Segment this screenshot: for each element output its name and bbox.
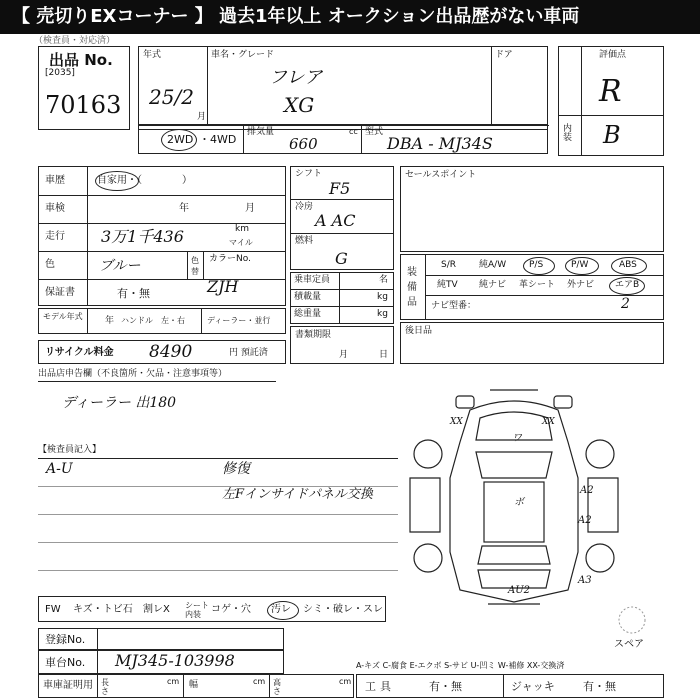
navi-model-label: ナビ型番： <box>431 301 477 311</box>
vehicle-info-box <box>138 46 548 130</box>
car-grade: XG <box>284 93 315 117</box>
equipment-item-navi: 純ナビ <box>479 280 507 290</box>
mileage-unit-mile: マイル <box>229 238 253 247</box>
color-code-value: ZJH <box>207 277 239 296</box>
recycle-label: リサイクル料金 <box>45 347 114 358</box>
shift-label: シフト <box>295 169 323 179</box>
deadline-day-suffix: 日 <box>379 350 389 360</box>
exhibitor-notes-text: ディーラー 出180 <box>62 395 177 411</box>
lot-number-box <box>38 46 130 130</box>
displacement-unit: cc <box>349 127 358 136</box>
tools-label: 工具 <box>365 680 395 693</box>
color-label: 色 <box>45 259 55 270</box>
fuel-label: 燃料 <box>295 236 314 246</box>
defect-fw: FW <box>45 604 61 615</box>
deadline-label: 書類期限 <box>295 330 332 340</box>
defects-row <box>38 596 386 622</box>
shift-fuel-box <box>290 166 394 270</box>
chassis-value: MJ345-103998 <box>115 651 235 670</box>
defect-scratch: キズ・トビ石 <box>73 604 133 615</box>
car-damage-diagram <box>400 382 660 612</box>
exhibitor-notes-label: 出品店申告欄（不良箇所・欠品・注意事項等） <box>38 369 228 379</box>
displacement-value: 660 <box>289 135 318 153</box>
model-year-row <box>38 308 286 334</box>
interior-label: 内装 <box>563 124 573 143</box>
inspector-notes-left: A-U <box>46 461 73 477</box>
inspector-notes-label: 【検査員記入】 <box>38 445 102 455</box>
dealer-options: ディーラー・並行 <box>207 316 271 325</box>
legend-text: A-キズ C-腐食 E-エクボ S-サビ U-凹ミ W-補修 XX-交換済 <box>356 661 565 670</box>
aftermarket-label: 後日品 <box>405 326 433 336</box>
load-label: 積載量 <box>294 292 322 302</box>
diagram-mark-a2-mid: A2 <box>578 515 592 526</box>
lot-stamp: [2035] <box>45 68 75 78</box>
model-year-suffix: 年 <box>105 316 115 326</box>
shift-value: F5 <box>329 179 351 198</box>
warranty-options: 有・無 <box>117 287 150 300</box>
evaluation-score: R <box>599 74 622 109</box>
name-grade-label: 車名・グレード <box>211 50 275 60</box>
inspection-year-suffix: 年 <box>179 203 189 214</box>
sales-points-box <box>400 166 664 252</box>
equipment-item-abs: ABS <box>619 260 637 270</box>
defect-seat: シート内装 <box>185 601 209 619</box>
mileage-value: 3万1千436 <box>101 227 184 246</box>
equipment-item-ext-navi: 外ナビ <box>567 280 595 290</box>
lot-label: 出品 No. <box>49 51 113 69</box>
diagram-mark-xx-right: XX <box>542 417 555 427</box>
mileage-unit-km: km <box>235 224 249 234</box>
diagram-mark-xx-left: XX <box>450 417 463 427</box>
diagram-mark-au2: AU2 <box>508 585 531 596</box>
chassis-label: 車台No. <box>45 656 86 669</box>
subheader-text: （検査員・対応済） <box>34 36 116 46</box>
inspector-notes-right-2: 左Fインサイドパネル交換 <box>222 487 373 502</box>
model-label: 型式 <box>365 127 384 137</box>
fuel-value: G <box>335 249 348 268</box>
history-value: 自家用・（ ） <box>97 175 192 186</box>
mileage-label: 走行 <box>45 231 65 242</box>
history-table <box>38 166 286 306</box>
equipment-item-pw: P/W <box>571 260 589 270</box>
car-name: フレア <box>269 67 323 88</box>
registration-label: 登録No. <box>45 633 86 646</box>
drive-4wd: ・4WD <box>199 133 237 146</box>
capacity-unit: 名 <box>379 275 389 285</box>
cert-length-label: 長さ <box>101 678 109 696</box>
deadline-month-suffix: 月 <box>339 350 349 360</box>
recycle-suffix: 円 預託済 <box>229 348 268 358</box>
drive-2wd: 2WD <box>167 133 194 146</box>
evaluation-box <box>558 46 664 156</box>
cert-height-unit: cm <box>339 677 352 686</box>
drive-model-row <box>138 124 548 154</box>
diagram-mark-center: ボ <box>514 497 524 508</box>
capacity-box <box>290 272 394 324</box>
equipment-item-ps: P/S <box>529 260 544 270</box>
spare-tire-icon <box>612 604 652 640</box>
inspection-label: 車検 <box>45 203 65 214</box>
sales-points-label: セールスポイント <box>405 170 477 180</box>
gross-weight-label: 総重量 <box>294 309 322 319</box>
defect-tear: シミ・破レ・スレ <box>303 604 383 615</box>
car-outline-svg <box>400 382 660 612</box>
equipment-item-airbag: エアB <box>615 280 640 290</box>
gross-weight-unit: kg <box>377 309 388 319</box>
displacement-label: 排気量 <box>247 127 275 137</box>
defect-burn: コゲ・穴 <box>211 604 251 615</box>
banner-title: 【 売切りEXコーナー 】 過去1年以上 オークション出品歴がない車両 <box>0 0 700 34</box>
equipment-label: 装備品 <box>407 267 417 308</box>
year-month-suffix: 月 <box>197 112 207 122</box>
deadline-box <box>290 326 394 364</box>
year-value: 25/2 <box>149 85 194 109</box>
chassis-row <box>38 650 284 674</box>
tools-options: 有・無 <box>429 680 462 693</box>
year-label: 年式 <box>143 50 162 60</box>
cert-height-label: 高さ <box>273 678 281 696</box>
diagram-mark-a2-top: A2 <box>580 485 594 496</box>
model-value: DBA - MJ34S <box>387 134 493 153</box>
color-value: ブルー <box>99 258 141 274</box>
equipment-box <box>400 254 664 320</box>
warranty-label: 保証書 <box>45 287 75 298</box>
defect-stain: 汚レ <box>271 604 291 615</box>
tools-jack-row <box>356 674 664 698</box>
inspector-notes-right-1: 修復 <box>222 461 250 477</box>
airbag-count: 2 <box>621 296 630 312</box>
equipment-item-aw: 純A/W <box>479 260 507 270</box>
cert-width-label: 幅 <box>189 680 199 690</box>
interior-score: B <box>603 121 621 149</box>
model-year-label: モデル年式 <box>43 312 83 321</box>
garage-cert-label: 車庫証明用 <box>43 680 93 691</box>
load-unit: kg <box>377 292 388 302</box>
equipment-item-sr: S/R <box>441 260 456 270</box>
recycle-value: 8490 <box>149 342 193 362</box>
capacity-label: 乗車定員 <box>294 275 331 285</box>
recycle-row <box>38 340 286 364</box>
cert-length-unit: cm <box>167 677 180 686</box>
color-change-label: 色替 <box>191 256 199 276</box>
jack-label: ジャッキ <box>511 680 555 693</box>
history-label: 車歴 <box>45 175 65 186</box>
inspection-month-suffix: 月 <box>245 203 255 214</box>
cooling-value: A AC <box>315 211 356 230</box>
cert-width-unit: cm <box>253 677 266 686</box>
lot-number: 70163 <box>45 91 122 119</box>
equipment-item-tv: 純TV <box>437 280 458 290</box>
handle-options: ハンドル 左・右 <box>121 316 185 325</box>
garage-cert-row <box>38 674 354 698</box>
defect-crack: 割レX <box>143 604 170 615</box>
evaluation-label: 評価点 <box>599 50 627 60</box>
registration-row <box>38 628 284 650</box>
spare-tire <box>612 604 652 640</box>
diagram-mark-top: ワ <box>512 433 522 444</box>
door-label: ドア <box>495 50 513 60</box>
spare-label: スペア <box>614 639 644 650</box>
cooling-label: 冷房 <box>295 202 314 212</box>
jack-options: 有・無 <box>583 680 616 693</box>
aftermarket-box <box>400 322 664 364</box>
diagram-mark-a3: A3 <box>578 575 592 586</box>
equipment-item-leather: 革シート <box>519 280 556 290</box>
color-code-label: カラーNo. <box>209 254 251 264</box>
